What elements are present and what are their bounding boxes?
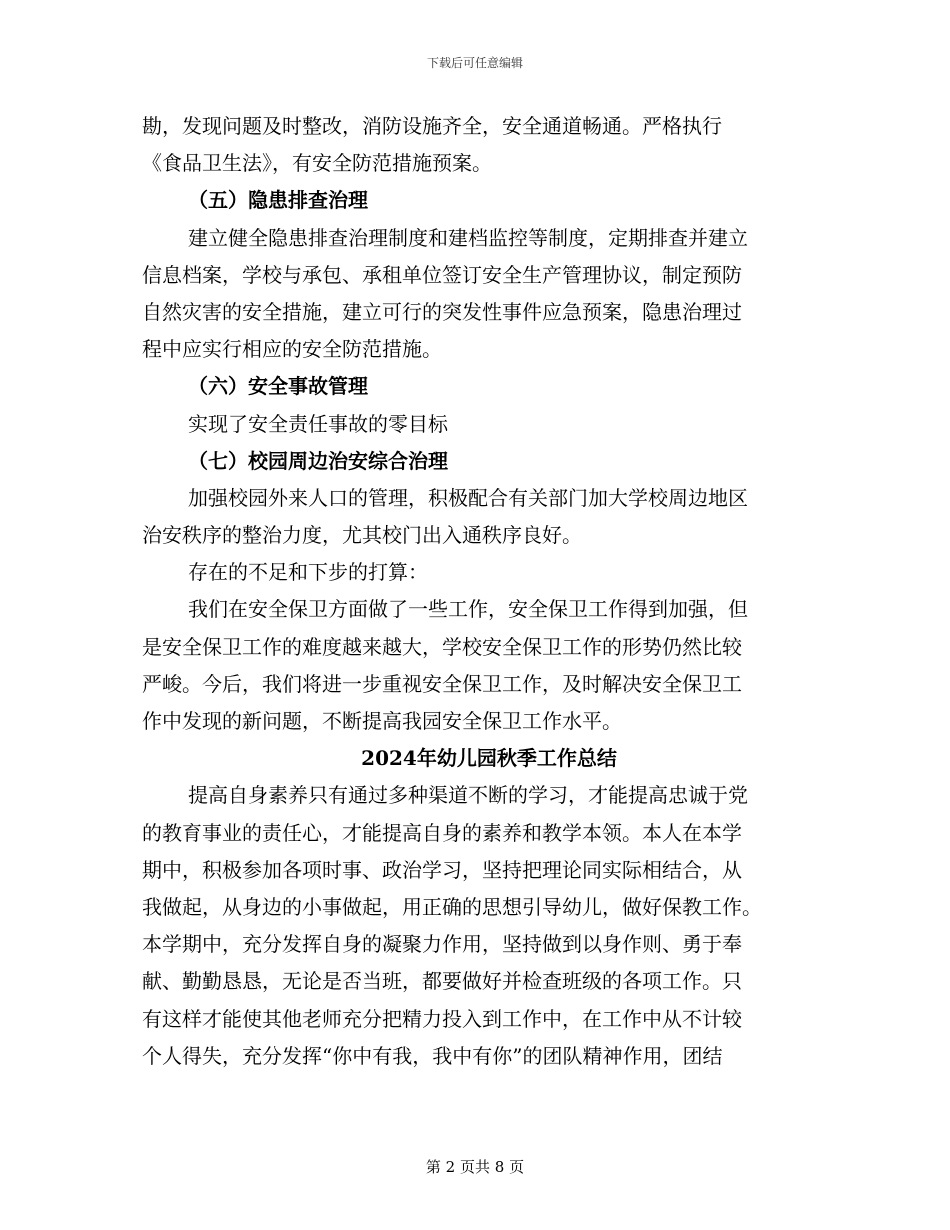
paragraph-line: 加强校园外来人口的管理，积极配合有关部门加大学校周边地区	[188, 485, 748, 510]
paragraph-line: 的教育事业的责任心，才能提高自身的素养和教学本领。本人在本学	[142, 820, 742, 845]
document-body	[142, 108, 810, 1075]
paragraph-line: 提高自身素养只有通过多种渠道不断的学习，才能提高忠诚于党	[188, 783, 748, 808]
paragraph-line: 期中，积极参加各项时事、政治学习，坚持把理论同实际相结合，从	[142, 857, 742, 882]
paragraph-line: 实现了安全责任事故的零目标	[188, 411, 448, 436]
paragraph-line: 信息档案，学校与承包、承租单位签订安全生产管理协议，制定预防	[142, 262, 742, 287]
paragraph-line: 本学期中，充分发挥自身的凝聚力作用，坚持做到以身作则、勇于奉	[142, 932, 742, 957]
section-heading: （七）校园周边治安综合治理	[188, 448, 448, 473]
paragraph-line: 我们在安全保卫方面做了一些工作，安全保卫工作得到加强，但	[188, 597, 748, 622]
paragraph-line: 有这样才能使其他老师充分把精力投入到工作中，在工作中从不计较	[142, 1006, 742, 1031]
paragraph-line: 勘，发现问题及时整改，消防设施齐全，安全通道畅通。严格执行	[142, 114, 722, 138]
paragraph-line: 建立健全隐患排查治理制度和建档监控等制度，定期排查并建立	[188, 225, 748, 250]
paragraph-line: 个人得失，充分发挥“你中有我，我中有你”的团队精神作用，团结	[142, 1043, 723, 1068]
page-header-note: 下载后可任意编辑	[426, 56, 523, 70]
paragraph-line: 作中发现的新问题，不断提高我园安全保卫工作水平。	[142, 709, 622, 733]
paragraph-line: 严峻。今后，我们将进一步重视安全保卫工作，及时解决安全保卫工	[142, 671, 742, 696]
paragraph-line: 治安秩序的整治力度，尤其校门出入通秩序良好。	[142, 523, 582, 548]
document-title: 2024年幼儿园秋季工作总结	[361, 746, 617, 771]
paragraph-line: 献、勤勤恳恳，无论是否当班，都要做好并检查班级的各项工作。只	[142, 969, 742, 994]
paragraph-line: 《食品卫生法》，有安全防范措施预案。	[142, 151, 492, 176]
paragraph-line: 我做起，从身边的小事做起，用正确的思想引导幼儿，做好保教工作。	[142, 894, 762, 919]
paragraph-line: 存在的不足和下步的打算：	[188, 560, 428, 585]
paragraph-line: 自然灾害的安全措施，建立可行的突发性事件应急预案，隐患治理过	[142, 299, 742, 324]
paragraph-line: 是安全保卫工作的难度越来越大，学校安全保卫工作的形势仍然比较	[142, 634, 742, 659]
paragraph-line: 程中应实行相应的安全防范措施。	[142, 337, 442, 362]
section-heading: （六）安全事故管理	[188, 374, 368, 399]
page-number-footer: 第 2 页共 8 页	[425, 1158, 525, 1176]
section-heading: （五）隐患排查治理	[188, 188, 368, 213]
